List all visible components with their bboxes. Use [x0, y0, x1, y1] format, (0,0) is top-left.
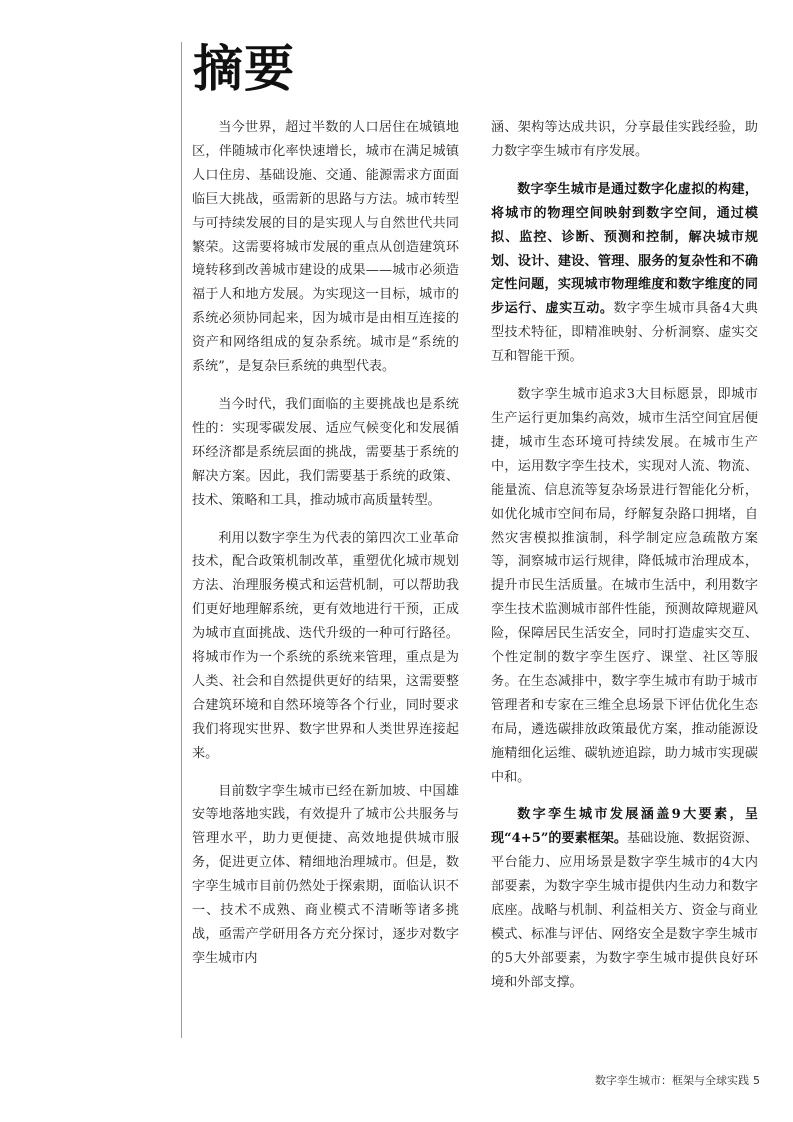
page-title: 摘要 [193, 39, 295, 98]
footer-title: 数字孪生城市：框架与全球实践 [595, 1074, 749, 1087]
paragraph-text: 基础设施、数据资源、平台能力、应用场景是数字孪生城市的4大内部要素，为数字孪生城市提供内生动力和数字底座。战略与机制、利益相关方、资金与商业模式、标准与评估、网络安全是数字孪生城市的5大外部要素，为数字孪生城市提供良好环境和外部支撑。 [491, 831, 758, 990]
paragraph: 利用以数字孪生为代表的第四次工业革命技术，配合政策机制改革，重塑优化城市规划方法、治理服务模式和运营机制，可以帮助我们更好地理解系统，更有效地进行干预，正成为城市直面挑战、迭代升级的一种可行路径。将城市作为一个系统的系统来管理，重点是为人类、社会和自然提供更好的结果，这需要整合建筑环境和自然环境等各个行业，同时要求我们将现实世界、数字世界和人类世界连接起来。 [192, 530, 459, 761]
paragraph: 数字孪生城市追求3大目标愿景，即城市生产运行更加集约高效，城市生活空间宜居便捷，城市生态环境可持续发展。在城市生产中，运用数字孪生技术，实现对人流、物流、能量流、信息流等复杂场景进行智能化分析，如优化城市空间布局，纾解复杂路口拥堵，自然灾害模拟推演制，科学制定应急疏散方案等，洞察城市运行规律，降低城市治理成本，提升市民生活质量。在城市生活中，利用数字孪生技术监测城市部件性能，预测故障规避风险，保障居民生活安全，同时打造虚实交互、个性定制的数字孪生医疗、课堂、社区等服务。在生态减排中，数字孪生城市有助于城市管理者和专家在三维全息场景下评估优化生态布局，遴选碳排放政策最优方案，推动能源设施精细化运维、碳轨迹追踪，助力城市实现碳中和。 [491, 387, 758, 785]
page-footer [560, 1072, 760, 1088]
bold-lead: 数字孪生城市发展涵盖9大要素，呈现“4+5”的要素框架。 [491, 807, 758, 847]
paragraph [491, 178, 758, 369]
vertical-rule [181, 42, 182, 1038]
left-column [192, 116, 459, 985]
paragraph-continued: 涵、架构等达成共识，分享最佳实践经验，助力数字孪生城市有序发展。 [491, 120, 758, 159]
paragraph: 目前数字孪生城市已经在新加坡、中国雄安等地落地实践，有效提升了城市公共服务与管理水平，助力更便捷、高效地提供城市服务，促进更立体、精细地治理城市。但是，数字孪生城市目前仍然处于探索期，面临认识不一、技术不成熟、商业模式不清晰等诸多挑战，亟需产学研用各方充分探讨，逐步对数字孪生城市内 [192, 783, 459, 966]
paragraph [491, 803, 758, 994]
bold-lead: 数字孪生城市是通过数字化虚拟的构建，将城市的物理空间映射到数字空间，通过模拟、监控、诊断、预测和控制，解决城市规划、设计、建设、管理、服务的复杂性和不确定性问题，实现城市物理维度和数字维度的同步运行、虚实互动。 [491, 181, 758, 317]
paragraph: 当今时代，我们面临的主要挑战也是系统性的：实现零碳发展、适应气候变化和发展循环经济都是系统层面的挑战，需要基于系统的解决方案。因此，我们需要基于系统的政策、技术、策略和工具，推动城市高质量转型。 [192, 396, 459, 508]
right-column [491, 116, 758, 1009]
page-number: 5 [753, 1074, 760, 1087]
paragraph: 当今世界，超过半数的人口居住在城镇地区，伴随城市化率快速增长，城市在满足城镇人口住房、基础设施、交通、能源需求方面面临巨大挑战，亟需新的思路与方法。城市转型与可持续发展的目的是实现人与自然世代共同繁荣。这需要将城市发展的重点从创造建筑环境转移到改善城市建设的成果——城市必须造福于人和地方发展。为实现这一目标，城市的系统必须协同起来，因为城市是由相互连接的资产和网络组成的复杂系统。城市是“系统的系统”，是复杂巨系统的典型代表。 [192, 120, 459, 375]
paragraph-text: 数字孪生城市具备4大典型技术特征，即精准映射、分析洞察、虚实交互和智能干预。 [491, 301, 758, 365]
